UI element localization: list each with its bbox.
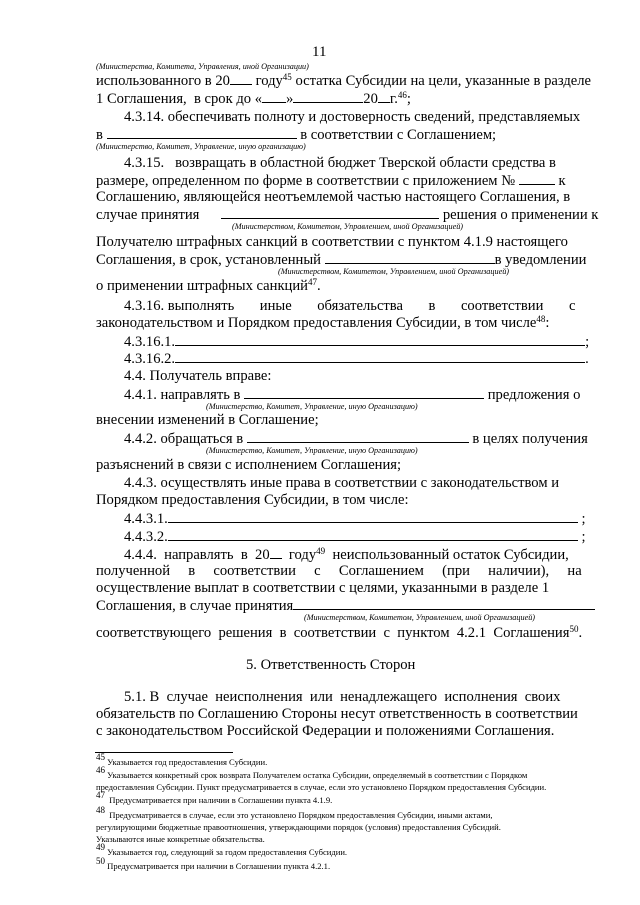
organization-note: (Министерством, Комитетом, Управлением, иной Организацией) xyxy=(232,222,464,231)
footnote: $^{47}$ Предусматривается при наличии в Соглашении пункта 4.1.9. xyxy=(96,790,333,805)
fill-line: 4.3.16.1. ; xyxy=(124,334,590,350)
organization-note: (Министерством, Комитетом, Управлением, иной Организацией) xyxy=(278,267,510,276)
footnote: $^{49}$ Указывается год, следующий за годом предоставления Субсидии. xyxy=(96,842,348,857)
text-line: 4.3.15. возвращать в областной бюджет Тверской области средства в xyxy=(124,155,556,171)
text-line: внесении изменений в Соглашение; xyxy=(96,412,319,428)
footnote-separator xyxy=(95,752,233,753)
text-line: полученной в соответствии с Соглашением (при наличии), на xyxy=(96,563,582,579)
text-line: 4.4.3. осуществлять иные права в соответствии с законодательством и xyxy=(124,475,560,491)
organization-note: (Министерства, Комитета, Управления, иной Организации) xyxy=(96,62,309,71)
footnote: $^{45}$ Указывается год предоставления Субсидии. xyxy=(96,752,268,767)
fill-line: 4.3.16.2. . xyxy=(124,351,589,367)
text-line: 4.4. Получатель вправе: xyxy=(124,368,272,384)
footnote: $^{50}$ Предусматривается при наличии в Соглашении пункта 4.2.1. xyxy=(96,856,331,871)
text-line: Порядком предоставления Субсидии, в том числе: xyxy=(96,492,409,508)
text-line: 1 Соглашения, в срок до « » 20 г.$^{46}$; xyxy=(96,90,411,107)
text-line: обязательств по Соглашению Стороны несут ответственность в соответствии xyxy=(96,706,578,722)
section-heading: 5. Ответственность Сторон xyxy=(246,657,416,673)
footnote: $^{46}$ Указывается конкретный срок возврата Получателем остатка Субсидии, определяемый в соответствии с Порядком xyxy=(96,765,528,780)
footnote-continuation: Указываются иные конкретные обязательства. xyxy=(96,834,265,844)
text-line: в в соответствии с Соглашением; xyxy=(96,127,497,143)
text-line: с законодательством Российской Федерации и положениями Соглашения. xyxy=(96,723,555,739)
text-line: 5.1. В случае неисполнения или ненадлежащего исполнения своих xyxy=(124,689,561,705)
text-line: законодательством и Порядком предоставления Субсидии, в том числе$^{48}$: xyxy=(96,314,550,331)
organization-note: (Министерство, Комитет, Управление, иную Организацию) xyxy=(206,446,418,455)
text-line: 4.3.16. выполнять иные обязательства в соответствии с xyxy=(124,298,576,314)
text-line: использованного в 20 году$^{45}$ остатка Субсидии на цели, указанные в разделе xyxy=(96,72,592,89)
text-line: 4.4.4. направлять в 20 году$^{49}$ неиспользованный остаток Субсидии, xyxy=(124,546,569,563)
text-line: осуществление выплат в соответствии с целями, указанными в разделе 1 xyxy=(96,580,550,596)
footnote-continuation: регулирующими бюджетные правоотношения, утверждающими порядок (условия) предоставления Субсидий. xyxy=(96,822,501,832)
text-line: 4.4.2. обращаться в в целях получения xyxy=(124,431,588,447)
text-line: Получателю штрафных санкций в соответствии с пунктом 4.1.9 настоящего xyxy=(96,234,568,250)
text-line: Соглашению, являющейся неотъемлемой частью настоящего Соглашения, в xyxy=(96,189,571,205)
text-line: разъяснений в связи с исполнением Соглашения; xyxy=(96,457,402,473)
organization-note: (Министерством, Комитетом, Управлением, иной Организацией) xyxy=(304,613,536,622)
organization-note: (Министерство, Комитет, Управление, иную Организацию) xyxy=(206,402,418,411)
page-number: 11 xyxy=(312,44,327,60)
text-line: случае принятия решения о применении к xyxy=(96,207,599,223)
text-line: 4.4.1. направлять в предложения о xyxy=(124,387,581,403)
fill-line: 4.4.3.2. ; xyxy=(124,529,586,545)
text-line: 4.3.14. обеспечивать полноту и достоверность сведений, представляемых xyxy=(124,109,581,125)
text-line: Соглашения, в случае принятия xyxy=(96,597,595,615)
text-line: Соглашения, в срок, установленный в уведомлении xyxy=(96,252,587,268)
text-line: соответствующего решения в соответствии с пунктом 4.2.1 Соглашения$^{50}$. xyxy=(96,624,583,641)
footnote: $^{48}$ Предусматривается в случае, если это установлено Порядком предоставления Субсидии, иными актами, xyxy=(96,805,493,820)
fill-line: 4.4.3.1. ; xyxy=(124,511,586,527)
text-line: размере, определенном по форме в соответствии с приложением № к xyxy=(96,173,566,189)
organization-note: (Министерство, Комитет, Управление, иную организацию) xyxy=(96,142,306,151)
text-line: о применении штрафных санкций$^{47}$. xyxy=(96,277,321,294)
footnote-continuation: предоставления Субсидии. Пункт предусматривается в случае, если это установлено Порядком предоставления Субсидии. xyxy=(96,782,547,792)
